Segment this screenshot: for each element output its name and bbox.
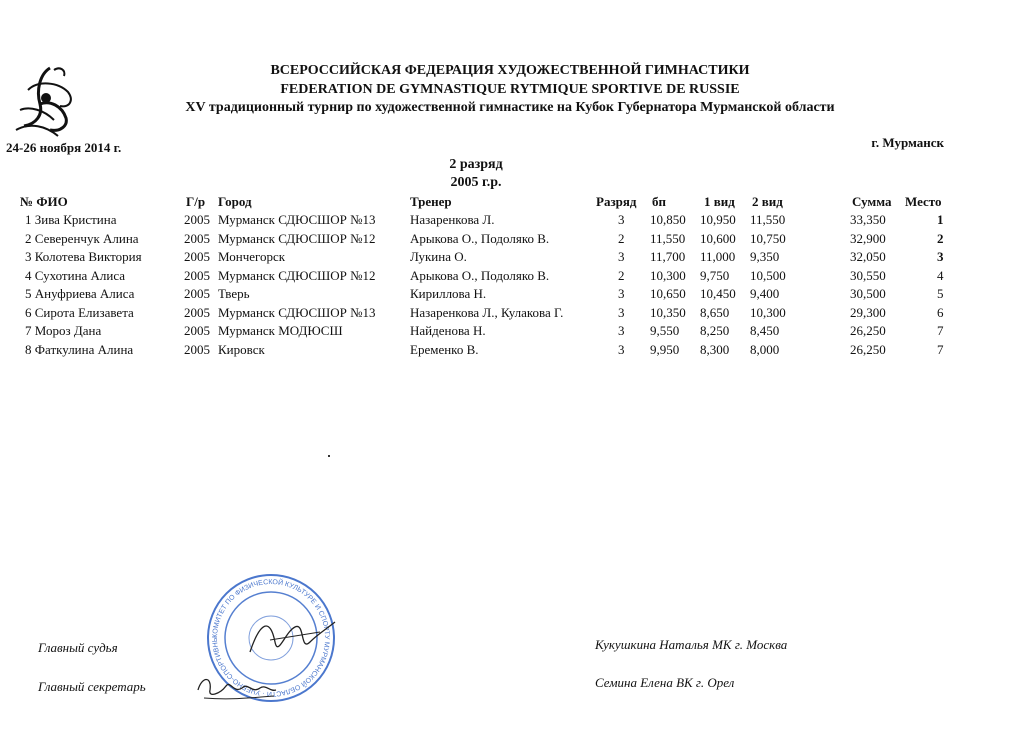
cell-city: Мурманск МОДЮСШ — [218, 323, 343, 338]
cell-coach: Еременко В. — [410, 342, 479, 357]
cell-rank: 2 — [618, 268, 625, 283]
cell-bp: 10,850 — [650, 212, 686, 227]
cell-v1: 8,300 — [700, 342, 730, 357]
cell-bp: 10,350 — [650, 305, 686, 320]
cell-v1: 10,450 — [700, 286, 736, 301]
cell-v1: 10,600 — [700, 231, 736, 246]
cell-sum: 26,250 — [850, 342, 886, 357]
cell-place: 1 — [937, 212, 944, 227]
cell-rank: 3 — [618, 323, 625, 338]
cell-sum: 30,500 — [850, 286, 886, 301]
cell-v2: 8,450 — [750, 323, 780, 338]
cell-name: 7 Мороз Дана — [25, 323, 102, 338]
cell-rank: 3 — [618, 249, 625, 264]
cell-name: 8 Фаткулина Алина — [25, 342, 134, 357]
col-bp: бп — [652, 194, 666, 209]
cell-rank: 3 — [618, 305, 625, 320]
cell-place: 5 — [937, 286, 944, 301]
cell-name: 1 Зива Кристина — [25, 212, 117, 227]
cell-v1: 8,250 — [700, 323, 730, 338]
cell-v1: 10,950 — [700, 212, 736, 227]
cell-bp: 9,550 — [650, 323, 680, 338]
cell-year: 2005 — [184, 286, 210, 301]
cell-coach: Найденова Н. — [410, 323, 486, 338]
col-place: Место — [905, 194, 942, 209]
cell-v2: 8,000 — [750, 342, 780, 357]
secretary-name: Семина Елена ВК г. Орел — [595, 675, 735, 690]
cell-city: Мурманск СДЮСШОР №13 — [218, 212, 376, 227]
cell-place: 7 — [937, 342, 944, 357]
cell-coach: Арыкова О., Подоляко В. — [410, 231, 550, 246]
cell-sum: 33,350 — [850, 212, 886, 227]
cell-bp: 10,650 — [650, 286, 686, 301]
cell-city: Мончегорск — [218, 249, 286, 264]
cell-sum: 26,250 — [850, 323, 886, 338]
cell-coach: Арыкова О., Подоляко В. — [410, 268, 550, 283]
tournament-title: XV традиционный турнир по художественной гимнастике на Кубок Губернатора Мурманской области — [185, 100, 835, 115]
cell-year: 2005 — [184, 323, 210, 338]
cell-place: 4 — [937, 268, 944, 283]
cell-year: 2005 — [184, 231, 210, 246]
cell-name: 6 Сирота Елизавета — [25, 305, 134, 320]
col-sum: Сумма — [852, 194, 892, 209]
col-rank: Разряд — [596, 194, 637, 209]
col-year: Г/р — [186, 194, 206, 209]
cell-v1: 9,750 — [700, 268, 730, 283]
event-city: г. Мурманск — [871, 135, 944, 150]
judge-name: Кукушкина Наталья МК г. Москва — [595, 637, 788, 652]
cell-year: 2005 — [184, 342, 210, 357]
cell-city: Мурманск СДЮСШОР №12 — [218, 268, 376, 283]
cell-v2: 9,400 — [750, 286, 780, 301]
judge-label: Главный судья — [38, 640, 118, 655]
stamp-text: КОМИТЕТ ПО ФИЗИЧЕСКОЙ КУЛЬТУРЕ И СПОРТУ МУРМАНСКОЙ ОБЛАСТИ · УЧЕБНО-СПОРТИВНЫ — [211, 578, 331, 698]
cell-name: 5 Ануфриева Алиса — [25, 286, 135, 301]
cell-city: Мурманск СДЮСШОР №13 — [218, 305, 376, 320]
cell-name: 3 Колотева Виктория — [25, 249, 142, 264]
cell-bp: 10,300 — [650, 268, 686, 283]
col-v2: 2 вид — [752, 194, 783, 209]
cell-city: Мурманск СДЮСШОР №12 — [218, 231, 376, 246]
cell-v2: 11,550 — [750, 212, 786, 227]
federation-title-ru: ВСЕРОССИЙСКАЯ ФЕДЕРАЦИЯ ХУДОЖЕСТВЕННОЙ ГИМНАСТИКИ — [270, 63, 750, 78]
cell-place: 7 — [937, 323, 944, 338]
cell-place: 6 — [937, 305, 944, 320]
cell-year: 2005 — [184, 249, 210, 264]
secretary-signature — [190, 668, 280, 704]
event-date: 24-26 ноября 2014 г. — [6, 140, 122, 155]
cell-v2: 10,750 — [750, 231, 786, 246]
speck — [328, 455, 330, 457]
cell-sum: 29,300 — [850, 305, 886, 320]
cell-sum: 30,550 — [850, 268, 886, 283]
cell-bp: 9,950 — [650, 342, 680, 357]
cell-v1: 11,000 — [700, 249, 736, 264]
federation-title-fr: FEDERATION DE GYMNASTIQUE RYTMIQUE SPORTIVE DE RUSSIE — [280, 82, 740, 97]
cell-v1: 8,650 — [700, 305, 730, 320]
cell-rank: 3 — [618, 342, 625, 357]
cell-place: 3 — [937, 249, 944, 264]
cell-year: 2005 — [184, 305, 210, 320]
cell-year: 2005 — [184, 268, 210, 283]
cell-rank: 2 — [618, 231, 625, 246]
col-city: Город — [218, 194, 252, 209]
cell-coach: Назаренкова Л., Кулакова Г. — [410, 305, 564, 320]
col-v1: 1 вид — [704, 194, 735, 209]
cell-v2: 10,300 — [750, 305, 786, 320]
cell-sum: 32,900 — [850, 231, 886, 246]
secretary-label: Главный секретарь — [38, 679, 146, 694]
cell-city: Тверь — [218, 286, 250, 301]
category-title: 2 разряд — [449, 157, 503, 172]
cell-bp: 11,700 — [650, 249, 686, 264]
cell-rank: 3 — [618, 212, 625, 227]
cell-name: 2 Северенчук Алина — [25, 231, 139, 246]
cell-sum: 32,050 — [850, 249, 886, 264]
col-name: № ФИО — [20, 194, 68, 209]
cell-city: Кировск — [218, 342, 265, 357]
cell-coach: Лукина О. — [410, 249, 467, 264]
cell-bp: 11,550 — [650, 231, 686, 246]
cell-v2: 10,500 — [750, 268, 786, 283]
cell-v2: 9,350 — [750, 249, 780, 264]
cell-place: 2 — [937, 231, 944, 246]
judge-signature — [240, 612, 340, 662]
birth-year-title: 2005 г.р. — [450, 175, 502, 190]
cell-name: 4 Сухотина Алиса — [25, 268, 126, 283]
col-coach: Тренер — [410, 194, 452, 209]
cell-year: 2005 — [184, 212, 210, 227]
cell-coach: Назаренкова Л. — [410, 212, 495, 227]
cell-rank: 3 — [618, 286, 625, 301]
cell-coach: Кириллова Н. — [410, 286, 487, 301]
